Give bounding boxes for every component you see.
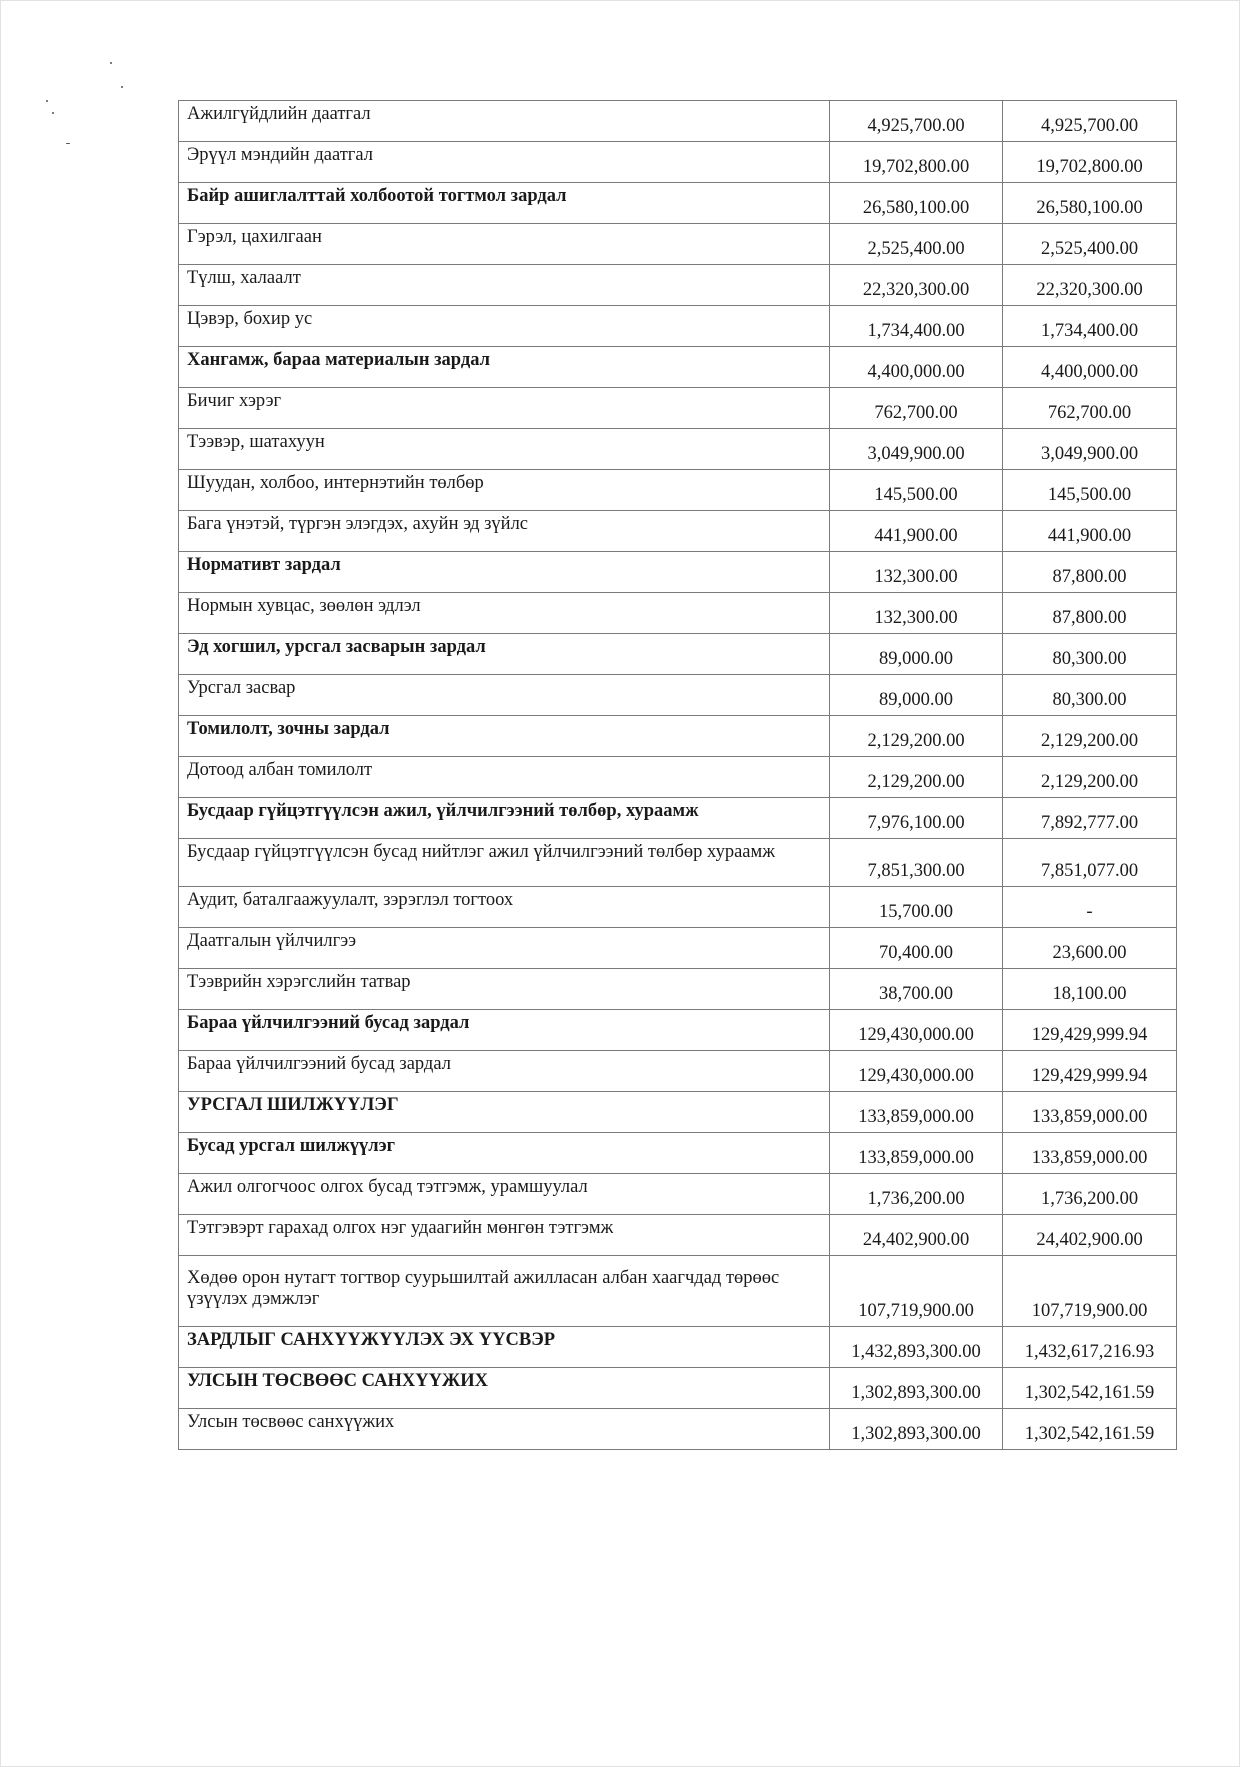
scan-speck: [46, 100, 48, 102]
table-row: [179, 1092, 1177, 1133]
row-label: Бусад урсгал шилжүүлэг: [179, 1133, 830, 1174]
scan-speck: [121, 86, 123, 88]
table-row: [179, 347, 1177, 388]
table-row: [179, 511, 1177, 552]
row-label: Тэтгэвэрт гарахад олгох нэг удаагийн мөнгөн тэтгэмж: [179, 1215, 830, 1256]
row-label: Бараа үйлчилгээний бусад зардал: [179, 1051, 830, 1092]
row-value-actual: 7,892,777.00: [1003, 798, 1177, 839]
row-value-planned: 4,925,700.00: [830, 101, 1003, 142]
row-label: Хангамж, бараа материалын зардал: [179, 347, 830, 388]
row-value-actual: 762,700.00: [1003, 388, 1177, 429]
row-value-planned: 129,430,000.00: [830, 1051, 1003, 1092]
row-value-actual: 24,402,900.00: [1003, 1215, 1177, 1256]
table-row: [179, 675, 1177, 716]
row-value-actual: -: [1003, 887, 1177, 928]
budget-table: [178, 100, 1177, 1450]
row-value-planned: 38,700.00: [830, 969, 1003, 1010]
scan-speck: [66, 143, 70, 144]
row-value-planned: 1,432,893,300.00: [830, 1327, 1003, 1368]
table-row: [179, 1133, 1177, 1174]
row-label: Даатгалын үйлчилгээ: [179, 928, 830, 969]
row-value-planned: 7,976,100.00: [830, 798, 1003, 839]
row-label: Шуудан, холбоо, интернэтийн төлбөр: [179, 470, 830, 511]
row-label: Бичиг хэрэг: [179, 388, 830, 429]
row-label: Урсгал засвар: [179, 675, 830, 716]
row-label: УРСГАЛ ШИЛЖҮҮЛЭГ: [179, 1092, 830, 1133]
row-value-planned: 133,859,000.00: [830, 1092, 1003, 1133]
row-value-actual: 129,429,999.94: [1003, 1051, 1177, 1092]
table-row: [179, 1368, 1177, 1409]
row-value-planned: 26,580,100.00: [830, 183, 1003, 224]
row-value-actual: 26,580,100.00: [1003, 183, 1177, 224]
row-value-actual: 107,719,900.00: [1003, 1256, 1177, 1327]
table-row: [179, 634, 1177, 675]
table-row: [179, 1327, 1177, 1368]
row-label: УЛСЫН ТӨСВӨӨС САНХҮҮЖИХ: [179, 1368, 830, 1409]
row-value-actual: 87,800.00: [1003, 552, 1177, 593]
table-row: [179, 1010, 1177, 1051]
row-value-actual: 80,300.00: [1003, 675, 1177, 716]
row-value-planned: 19,702,800.00: [830, 142, 1003, 183]
row-value-actual: 2,129,200.00: [1003, 716, 1177, 757]
row-value-planned: 132,300.00: [830, 552, 1003, 593]
row-value-actual: 1,302,542,161.59: [1003, 1368, 1177, 1409]
row-value-planned: 70,400.00: [830, 928, 1003, 969]
row-value-planned: 133,859,000.00: [830, 1133, 1003, 1174]
row-value-planned: 7,851,300.00: [830, 839, 1003, 887]
table-row: [179, 928, 1177, 969]
row-label: Эрүүл мэндийн даатгал: [179, 142, 830, 183]
row-value-actual: 19,702,800.00: [1003, 142, 1177, 183]
row-value-actual: 1,432,617,216.93: [1003, 1327, 1177, 1368]
table-row: [179, 470, 1177, 511]
row-value-actual: 22,320,300.00: [1003, 265, 1177, 306]
row-value-planned: 129,430,000.00: [830, 1010, 1003, 1051]
row-label: Байр ашиглалттай холбоотой тогтмол зардал: [179, 183, 830, 224]
row-value-planned: 441,900.00: [830, 511, 1003, 552]
table-row: [179, 265, 1177, 306]
row-label: Эд хогшил, урсгал засварын зардал: [179, 634, 830, 675]
row-label: Бага үнэтэй, түргэн элэгдэх, ахуйн эд зүйлс: [179, 511, 830, 552]
row-label: Цэвэр, бохир ус: [179, 306, 830, 347]
row-value-planned: 3,049,900.00: [830, 429, 1003, 470]
row-value-actual: 7,851,077.00: [1003, 839, 1177, 887]
row-value-planned: 89,000.00: [830, 675, 1003, 716]
row-label: ЗАРДЛЫГ САНХҮҮЖҮҮЛЭХ ЭХ ҮҮСВЭР: [179, 1327, 830, 1368]
scan-speck: [110, 62, 112, 64]
table-row: [179, 593, 1177, 634]
row-value-actual: 80,300.00: [1003, 634, 1177, 675]
table-row: [179, 969, 1177, 1010]
table-row: [179, 1409, 1177, 1450]
scan-speck: [52, 112, 54, 114]
table-row: [179, 429, 1177, 470]
row-label: Нормын хувцас, зөөлөн эдлэл: [179, 593, 830, 634]
table-row: [179, 887, 1177, 928]
row-label: Дотоод албан томилолт: [179, 757, 830, 798]
row-value-planned: 132,300.00: [830, 593, 1003, 634]
row-value-actual: 2,129,200.00: [1003, 757, 1177, 798]
row-label: Гэрэл, цахилгаан: [179, 224, 830, 265]
row-label: Бараа үйлчилгээний бусад зардал: [179, 1010, 830, 1051]
row-value-actual: 129,429,999.94: [1003, 1010, 1177, 1051]
table-row: [179, 1215, 1177, 1256]
row-value-planned: 1,302,893,300.00: [830, 1368, 1003, 1409]
row-value-planned: 22,320,300.00: [830, 265, 1003, 306]
row-value-actual: 2,525,400.00: [1003, 224, 1177, 265]
row-label: Бусдаар гүйцэтгүүлсэн ажил, үйлчилгээний төлбөр, хураамж: [179, 798, 830, 839]
row-label: Хөдөө орон нутагт тогтвор суурьшилтай ажилласан албан хаагчдад төрөөс үзүүлэх дэмжлэг: [179, 1256, 830, 1327]
table-row: [179, 142, 1177, 183]
row-value-actual: 1,302,542,161.59: [1003, 1409, 1177, 1450]
row-value-planned: 762,700.00: [830, 388, 1003, 429]
row-value-planned: 1,302,893,300.00: [830, 1409, 1003, 1450]
table-row: [179, 1051, 1177, 1092]
row-value-planned: 1,736,200.00: [830, 1174, 1003, 1215]
row-label: Бусдаар гүйцэтгүүлсэн бусад нийтлэг ажил үйлчилгээний төлбөр хураамж: [179, 839, 830, 887]
table-row: [179, 839, 1177, 887]
row-value-planned: 2,129,200.00: [830, 716, 1003, 757]
row-value-actual: 441,900.00: [1003, 511, 1177, 552]
table-row: [179, 306, 1177, 347]
row-value-actual: 145,500.00: [1003, 470, 1177, 511]
row-label: Аудит, баталгаажуулалт, зэрэглэл тогтоох: [179, 887, 830, 928]
row-value-planned: 4,400,000.00: [830, 347, 1003, 388]
row-value-actual: 133,859,000.00: [1003, 1092, 1177, 1133]
table-row: [179, 183, 1177, 224]
row-value-actual: 3,049,900.00: [1003, 429, 1177, 470]
row-label: Тээвэр, шатахуун: [179, 429, 830, 470]
table-row: [179, 101, 1177, 142]
row-value-actual: 87,800.00: [1003, 593, 1177, 634]
row-value-actual: 1,736,200.00: [1003, 1174, 1177, 1215]
row-value-planned: 2,129,200.00: [830, 757, 1003, 798]
row-value-actual: 4,400,000.00: [1003, 347, 1177, 388]
row-value-planned: 145,500.00: [830, 470, 1003, 511]
row-value-planned: 2,525,400.00: [830, 224, 1003, 265]
row-label: Нормативт зардал: [179, 552, 830, 593]
row-value-planned: 89,000.00: [830, 634, 1003, 675]
row-value-actual: 18,100.00: [1003, 969, 1177, 1010]
row-value-planned: 15,700.00: [830, 887, 1003, 928]
table-row: [179, 716, 1177, 757]
row-label: Улсын төсвөөс санхүүжих: [179, 1409, 830, 1450]
row-label: Түлш, халаалт: [179, 265, 830, 306]
table-row: [179, 798, 1177, 839]
table-row: [179, 388, 1177, 429]
table-row: [179, 757, 1177, 798]
row-value-actual: 23,600.00: [1003, 928, 1177, 969]
row-value-planned: 1,734,400.00: [830, 306, 1003, 347]
row-value-planned: 107,719,900.00: [830, 1256, 1003, 1327]
row-label: Ажилгүйдлийн даатгал: [179, 101, 830, 142]
row-value-actual: 1,734,400.00: [1003, 306, 1177, 347]
row-label: Томилолт, зочны зардал: [179, 716, 830, 757]
row-label: Тээврийн хэрэгслийн татвар: [179, 969, 830, 1010]
row-value-actual: 4,925,700.00: [1003, 101, 1177, 142]
table-row: [179, 1174, 1177, 1215]
row-value-actual: 133,859,000.00: [1003, 1133, 1177, 1174]
table-row: [179, 552, 1177, 593]
row-value-planned: 24,402,900.00: [830, 1215, 1003, 1256]
table-row: [179, 1256, 1177, 1327]
row-label: Ажил олгогчоос олгох бусад тэтгэмж, урамшуулал: [179, 1174, 830, 1215]
table-row: [179, 224, 1177, 265]
